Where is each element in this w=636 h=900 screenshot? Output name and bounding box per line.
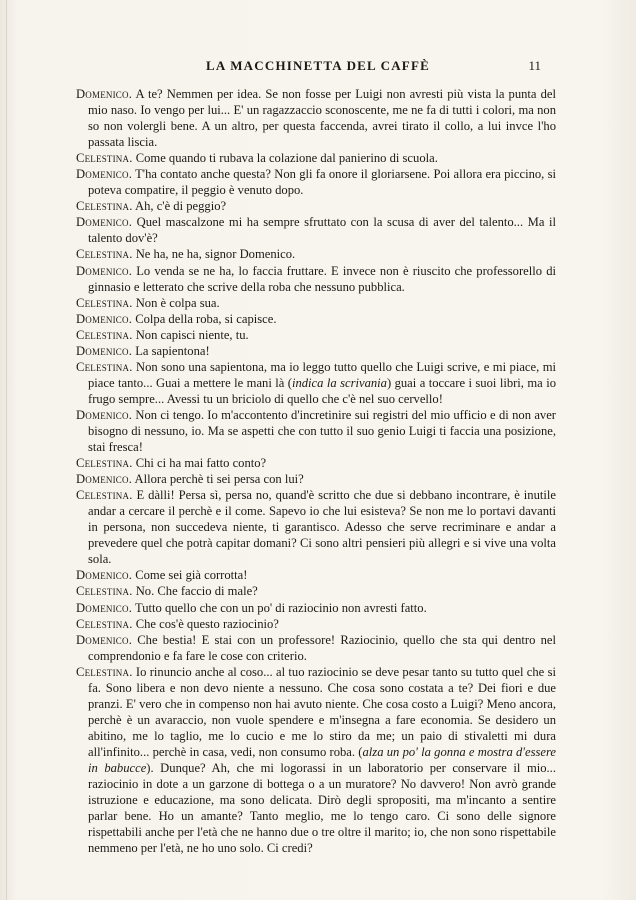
speech-line (76, 359, 556, 407)
speech-line (76, 150, 556, 166)
speech-text-part: ). Dunque? Ah, che mi logorassi in un laboratorio per conservare il mio... raziocinio in dote a un garzone di bottega o a un muratore? No davvero! Non avrò grande istruzione e educazione, ma sono delicata. Dirò degli spropositi, ma m'incanto a sentire parlar bene. Ho un amante? Tanto meglio, me lo tengo caro. Ci sono delle signore rispettabili anche per l'età che ne hanno due o tre oltre il marito; io, che non sono rispettabile nemmeno per l'età, ne ho uno solo. Ci credi? (88, 760, 556, 856)
speaker-name: Domenico. (76, 87, 133, 101)
speech-text: A te? Nemmen per idea. Se non fosse per Luigi non avresti più vista la punta del mio naso. Io vengo per lui... E' un ragazzaccio sconoscente, me ne fa di tutti i colori, ma non so non volergli bene. A un altro, per questa faccenda, avrei tirato il collo, a lui invce l'ho passata liscia. (88, 87, 556, 150)
page-number: 11 (528, 58, 541, 73)
dialogue-body (76, 86, 556, 856)
speech-text: Che bestia! E stai con un professore! Raziocinio, quello che sta qui dentro nel comprendonio e fa fare le cose con criterio. (88, 632, 556, 663)
speech-line (76, 327, 556, 343)
speech-line (76, 166, 556, 198)
speech-line (76, 311, 556, 327)
speech-text: Allora perchè ti sei persa con lui? (134, 472, 304, 487)
speech-text-part: Non sono una sapientona, ma io leggo tutto quello che Luigi scrive, e mi piace, mi piace tanto... Guai a mettere le mani là ( (88, 359, 556, 390)
stage-direction: indica la scrivania (291, 375, 387, 390)
speech-text: Ah, c'è di peggio? (135, 199, 227, 214)
speaker-name: Celestina. (76, 359, 133, 374)
speech-line (76, 471, 556, 487)
speech-text: Non capisci niente, tu. (135, 327, 249, 342)
speech-line (76, 263, 556, 295)
page-gutter (6, 0, 7, 900)
speech-text: Non è colpa sua. (135, 295, 220, 310)
speech-line (76, 600, 556, 616)
speaker-name: Celestina. (76, 616, 133, 631)
running-title: LA MACCHINETTA DEL CAFFÈ (206, 58, 430, 73)
speaker-name: Celestina. (76, 584, 133, 599)
speech-text: Non ci tengo. Io m'accontento d'incretinire sui registri del mio ufficio e di non aver bisogno di nessuno, io. Ma se aspetti che con tutto il suo genio Luigi ti faccia una posizione, stai fresca! (88, 407, 557, 455)
speaker-name: Domenico. (76, 472, 133, 487)
speech-text: Che cos'è questo raziocinio? (135, 616, 279, 631)
speaker-name: Domenico. (76, 407, 133, 422)
speech-text (88, 360, 556, 406)
speech-text-part: Io rinuncio anche al coso... al tuo raziocinio se deve pesar tanto su tutto quel che si fa. Sono libera e non devo niente a nessuno. Che cosa sono costata a te? Dei fiori e due pranzi. E' vero che in compenso non hai avuto niente. Che cosa costo a Luigi? Meno ancora, perchè è un avaraccio, non vuole spendere e m'insegna a fare economia. Se desidero un abitino, me lo taglio, me lo cucio e me lo stiro da me; un paio di stivaletti mi dura all'infinito... perchè in casa, vedi, non consumo roba. ( (88, 664, 556, 759)
speech-line (76, 583, 556, 599)
page-header (0, 58, 636, 78)
speaker-name: Domenico. (76, 343, 133, 358)
speech-line (76, 664, 556, 857)
speech-text: Lo venda se ne ha, lo faccia fruttare. E invece non è riuscito che professorello di ginnasio e letterato che scrive della roba che nessuno pubblica. (88, 263, 556, 294)
speech-line (76, 295, 556, 311)
speech-text-part: ) guai a toccare i suoi libri, ma io frugo sempre... Avessi tu un briciolo di quello che c'è nel suo cervello! (88, 375, 556, 406)
speaker-name: Celestina. (76, 327, 133, 342)
speaker-name: Celestina. (76, 199, 133, 214)
speech-line (76, 487, 556, 567)
speaker-name: Domenico. (76, 568, 133, 583)
speech-text: E dàlli! Persa sì, persa no, quand'è scritto che due si debbano incontrare, è inutile andar a cercare il perchè e il come. Sapevo io che lui esisteva? Se non me lo portavi davanti in persona, non succedeva niente, ti garantisco. Adesso che serve recriminare e andar a prevedere quel che potrà capitar domani? Ci sono altri pensieri più allegri e si vive una volta sola. (88, 488, 556, 567)
speech-line (76, 198, 556, 214)
speech-text: Come sei già corrotta! (135, 568, 248, 583)
speaker-name: Domenico. (76, 311, 133, 326)
speech-line (76, 616, 556, 632)
speaker-name: Celestina. (76, 247, 133, 262)
speech-text: Quel mascalzone mi ha sempre sfruttato con la scusa di aver del talento... Ma il talento dov'è? (88, 215, 556, 246)
speech-text: Come quando ti rubava la colazione dal panierino di scuola. (135, 151, 438, 166)
speaker-name: Domenico. (76, 215, 133, 230)
stage-direction: alza un po' la gonna e mostra d'essere in babucce (88, 744, 556, 775)
speech-text: T'ha contato anche questa? Non gli fa onore il gloriarsene. Poi allora era piccino, si poteva compatire, il peggio è venuto dopo. (88, 167, 556, 198)
speech-text: La sapientona! (135, 343, 210, 358)
speaker-name: Domenico. (76, 600, 133, 615)
speaker-name: Celestina. (76, 488, 133, 503)
speaker-name: Celestina. (76, 151, 133, 166)
speaker-name: Celestina. (76, 295, 133, 310)
speech-text: Ne ha, ne ha, signor Domenico. (135, 247, 296, 262)
speaker-name: Domenico. (76, 632, 133, 647)
speech-text: No. Che faccio di male? (135, 584, 258, 599)
speaker-name: Domenico. (76, 167, 133, 182)
speech-text: Tutto quello che con un po' di raziocinio non avresti fatto. (134, 600, 427, 615)
speech-line (76, 86, 556, 150)
speech-text: Colpa della roba, si capisce. (135, 311, 277, 326)
speech-line (76, 343, 556, 359)
speech-line (76, 407, 556, 455)
speech-text (88, 665, 556, 856)
speaker-name: Domenico. (76, 263, 133, 278)
speech-line (76, 246, 556, 262)
speech-line (76, 214, 556, 246)
speech-line (76, 455, 556, 471)
speech-line (76, 632, 556, 664)
speaker-name: Celestina. (76, 664, 133, 679)
speech-line (76, 567, 556, 583)
speaker-name: Celestina. (76, 456, 133, 471)
speech-text: Chi ci ha mai fatto conto? (135, 456, 267, 471)
